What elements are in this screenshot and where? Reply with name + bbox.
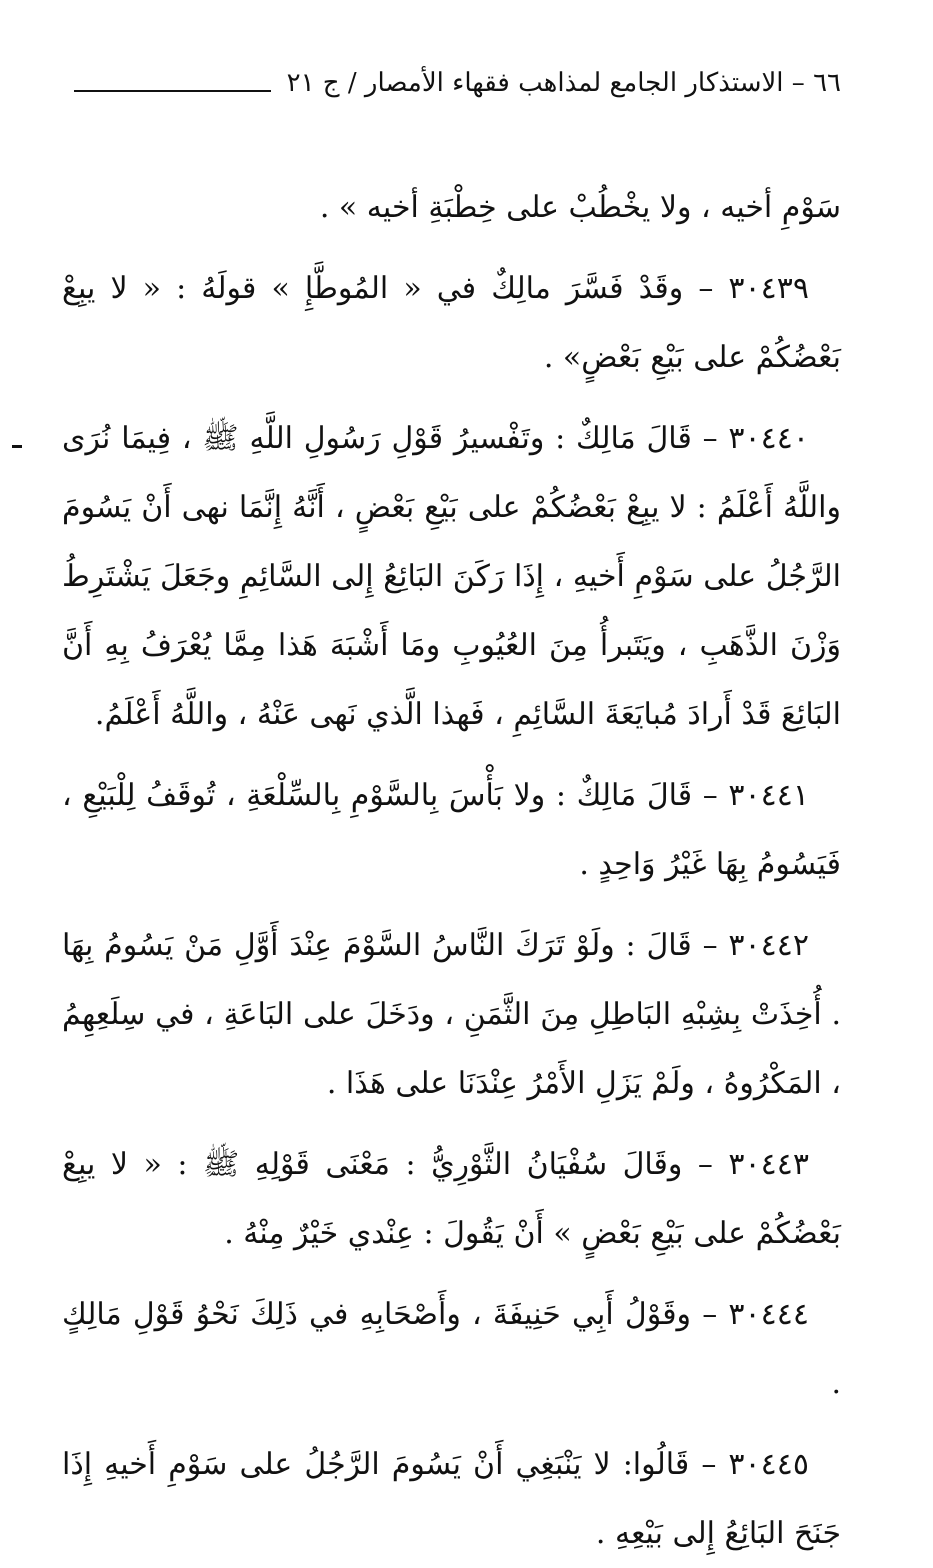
- paragraph-30440: ٣٠٤٤٠ – قَالَ مَالِكٌ : وتَفْسيرُ قَوْلِ رَسُولِ اللَّهِ ﷺ ، فِيمَا نُرَى واللَّهُ أَعْلَمُ : لا يبِعْ بَعْضُكُمْ على بَيْعِ بَعْضٍ ، أَنَّهُ إِنَّمَا نهى أَنْ يَسُومَ الرَّجُلُ على سَوْمِ أَخيهِ ، إِذَا رَكَنَ البَائِعُ إِلى السَّائِمِ وجَعَلَ يَشْتَرِطُ وَزْنَ الذَّهَبِ ، ويَتَبرأُ مِنَ العُيُوبِ ومَا أَشْبَهَ هَذا مِمَّا يُعْرَفُ بِهِ أَنَّ البَائِعَ قَدْ أَرادَ مُبايَعَةَ السَّائِمِ ، فَهذا الَّذي نَهى عَنْهُ ، واللَّهُ أَعْلَمُ.: [62, 421, 841, 732]
- paragraph-30445: ٣٠٤٤٥ – قَالُوا: لا يَنْبَغِي أَنْ يَسُومَ الرَّجُلُ على سَوْمِ أَخيهِ إِذَا جَنَحَ البَائِعُ إِلى بَيْعِهِ .: [62, 1447, 841, 1551]
- paragraph-1: سَوْمِ أخيه ، ولا يخْطُبْ على خِطْبَةِ أخيه » .: [319, 190, 841, 225]
- paragraph-30441: ٣٠٤٤١ – قَالَ مَالِكٌ : ولا بَأْسَ بِالسَّوْمِ بِالسِّلْعَةِ ، تُوقَفُ لِلْبَيْعِ ، فَيَسُومُ بِهَا غَيْرُ وَاحِدٍ .: [62, 778, 841, 882]
- running-header: [62, 48, 841, 118]
- header-rule: [74, 90, 271, 92]
- paragraph-30443: ٣٠٤٤٣ – وقَالَ سُفْيَانُ الثَّوْرِيُّ : مَعْنَى قَوْلِهِ ﷺ : « لا يبِعْ بَعْضُكُمْ على بَيْعِ بَعْضٍ » أَنْ يَقُولَ : عِنْدي خَيْرٌ مِنْهُ .: [62, 1147, 841, 1251]
- paragraph-30442: ٣٠٤٤٢ – قَالَ : ولَوْ تَرَكَ النَّاسُ السَّوْمَ عِنْدَ أَوَّلِ مَنْ يَسُومُ بِهَا . أُخِذَتْ بِشِبْهِ البَاطِلِ مِنَ الثَّمَنِ ، ودَخَلَ على البَاعَةِ ، في سِلَعِهِمُ ، المَكْرُوهُ ، ولَمْ يَزَلِ الأَمْرُ عِنْدَنَا على هَذَا .: [62, 928, 841, 1101]
- page-body: [62, 173, 841, 1568]
- margin-mark: [12, 445, 22, 448]
- paragraph-30439: ٣٠٤٣٩ – وقَدْ فَسَّرَ مالِكٌ في « المُوطَّإِ » قولَهُ : « لا يبِعْ بَعْضُكُمْ على بَيْعِ بَعْضٍ» .: [62, 271, 841, 375]
- paragraph-30444: ٣٠٤٤٤ – وقَوْلُ أَبِي حَنِيفَةَ ، وأَصْحَابِهِ في ذَلِكَ نَحْوُ قَوْلِ مَالِكٍ .: [62, 1297, 841, 1401]
- header-title: ٦٦ – الاستذكار الجامع لمذاهب فقهاء الأمصار / ج ٢١: [286, 68, 841, 98]
